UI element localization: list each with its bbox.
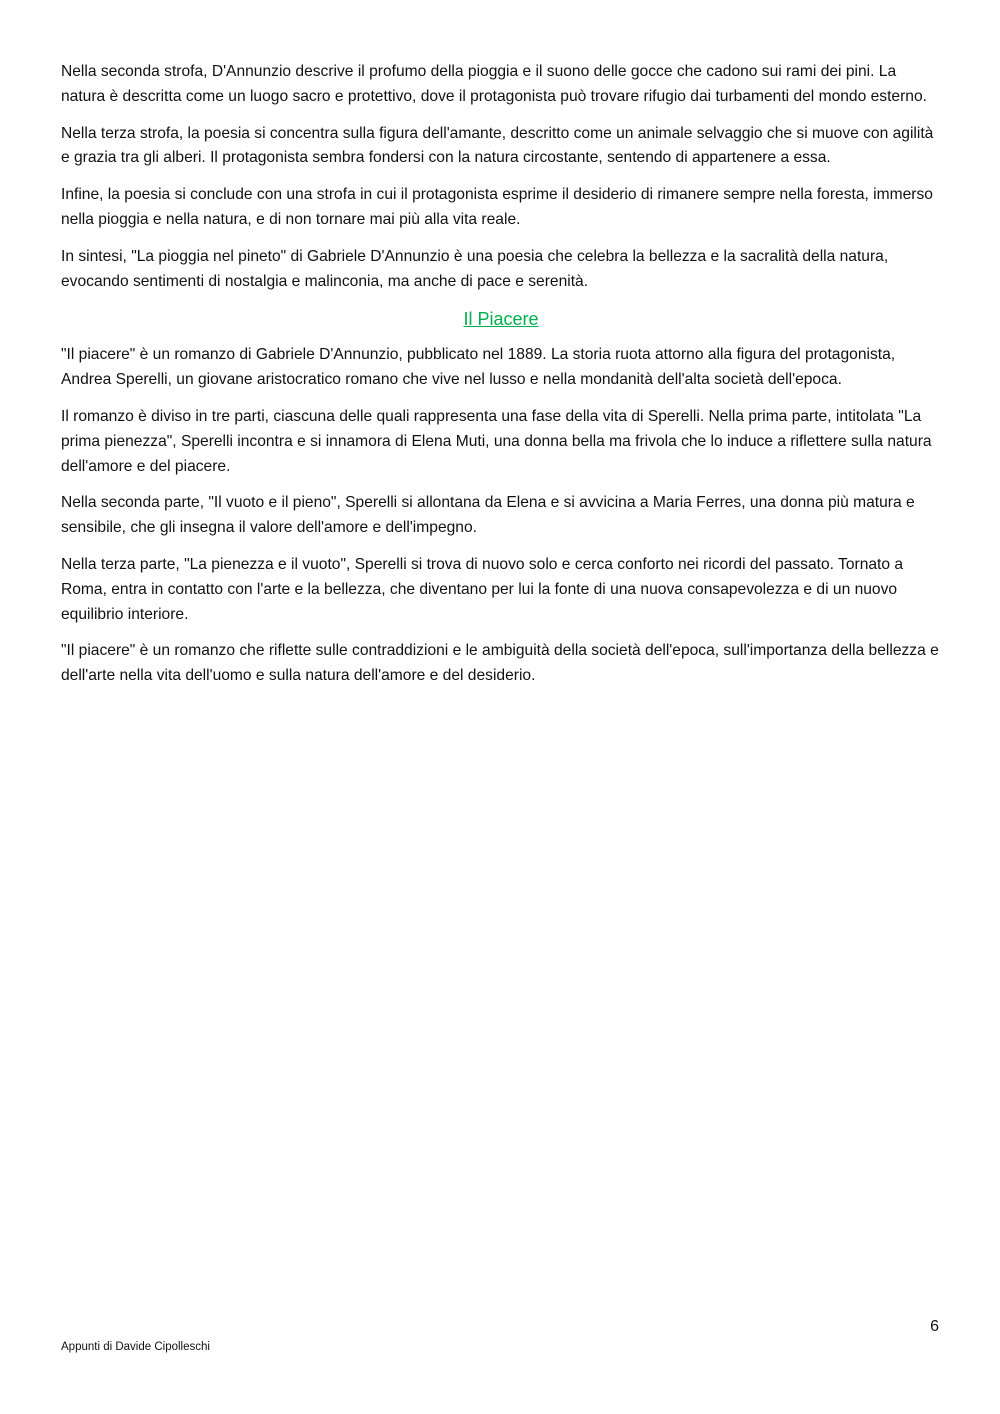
- section-heading-il-piacere: Il Piacere: [463, 309, 539, 330]
- paragraph-piacere-parti: Il romanzo è diviso in tre parti, ciascuna delle quali rappresenta una fase della vita di Sperelli. Nella prima parte, intitolata "La prima pienezza", Sperelli incontra e si innamora di Elena Muti, una donna bella ma frivola che lo induce a riflettere sulla natura dell'amore e del piacere.: [61, 407, 932, 475]
- paragraph-seconda-strofa: Nella seconda strofa, D'Annunzio descrive il profumo della pioggia e il suono delle gocce che cadono sui rami dei pini. La natura è descritta come un luogo sacro e protettivo, dove il protagonista può trovare rifugio dai turbamenti del mondo esterno.: [61, 63, 927, 105]
- paragraph-piacere-intro: "Il piacere" è un romanzo di Gabriele D'Annunzio, pubblicato nel 1889. La storia ruota attorno alla figura del protagonista, Andrea Sperelli, un giovane aristocratico romano che vive nel lusso e nella mondanità dell'alta società dell'epoca.: [61, 346, 896, 389]
- paragraph-conclusione: Infine, la poesia si conclude con una strofa in cui il protagonista esprime il desiderio di rimanere sempre nella foresta, immerso nella pioggia e nella natura, e di non tornare mai più alla vita reale.: [61, 186, 933, 228]
- paragraph-piacere-seconda-parte: Nella seconda parte, "Il vuoto e il pieno", Sperelli si allontana da Elena e si avvicina a Maria Ferres, una donna più matura e sensibile, che gli insegna il valore dell'amore e dell'impegno.: [61, 494, 915, 537]
- paragraph-piacere-conclusione: "Il piacere" è un romanzo che riflette sulle contraddizioni e le ambiguità della società dell'epoca, sull'importanza della bellezza e dell'arte nella vita dell'uomo e sulla natura dell'amore e del desiderio.: [61, 642, 939, 685]
- page-number: 6: [930, 1318, 939, 1335]
- footer-author: Appunti di Davide Cipolleschi: [61, 1341, 210, 1353]
- paragraph-terza-strofa: Nella terza strofa, la poesia si concentra sulla figura dell'amante, descritto come un animale selvaggio che si muove con agilità e grazia tra gli alberi. Il protagonista sembra fondersi con la natura circostante, sentendo di appartenere a essa.: [61, 124, 934, 167]
- paragraph-sintesi: In sintesi, "La pioggia nel pineto" di Gabriele D'Annunzio è una poesia che celebra la bellezza e la sacralità della natura, evocando sentimenti di nostalgia e malinconia, ma anche di pace e serenità.: [61, 247, 889, 290]
- paragraph-piacere-terza-parte: Nella terza parte, "La pienezza e il vuoto", Sperelli si trova di nuovo solo e cerca conforto nei ricordi del passato. Tornato a Roma, entra in contatto con l'arte e la bellezza, che diventano per lui la fonte di una nuova consapevolezza e di un nuovo equilibrio interiore.: [61, 555, 904, 623]
- page-content: [61, 60, 941, 701]
